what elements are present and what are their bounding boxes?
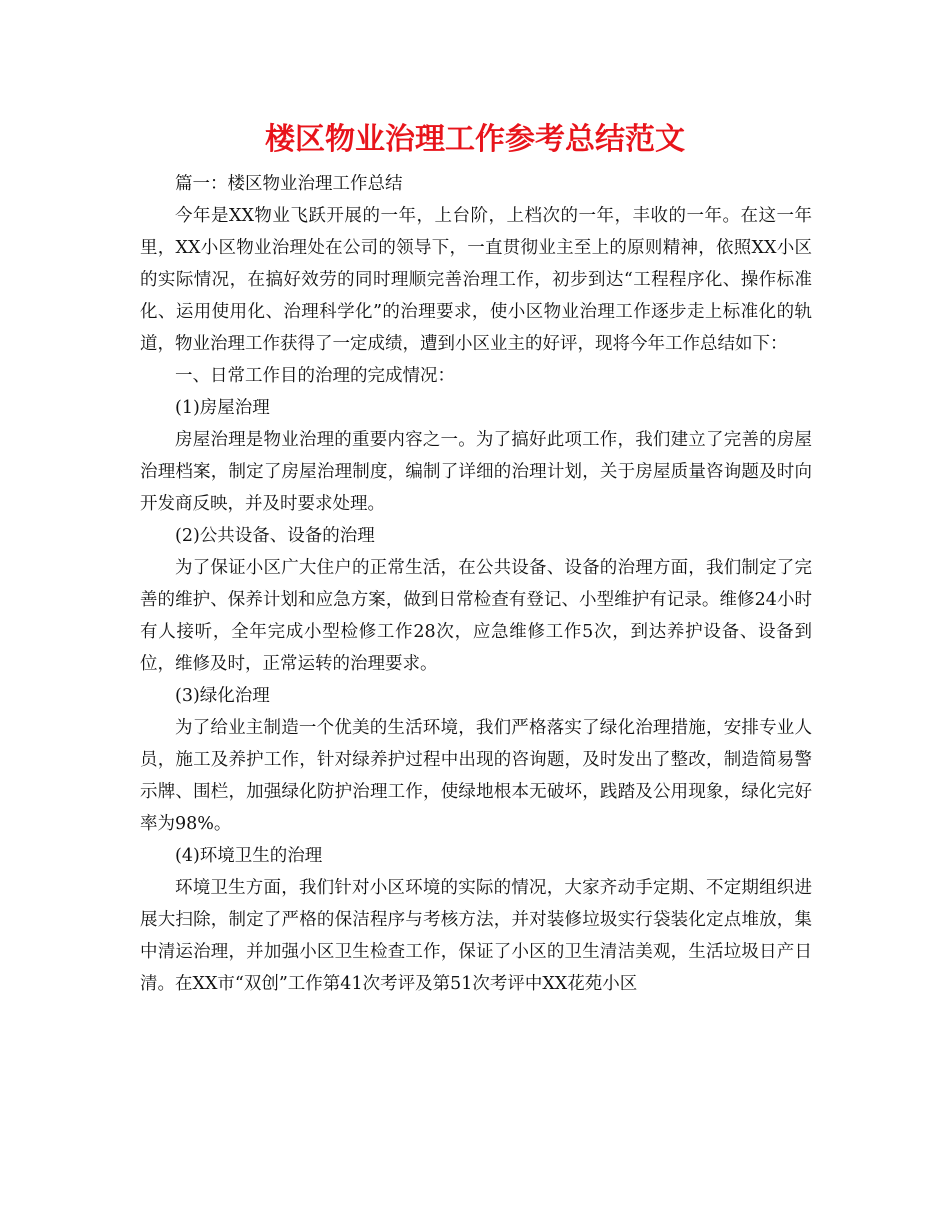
intro-paragraph: 今年是XX物业飞跃开展的一年，上台阶，上档次的一年，丰收的一年。在这一年里，XX小区物业治理处在公司的领导下，一直贯彻业主至上的原则精神，依照XX小区的实际情况，在搞好效劳的同时理顺完善治理工作，初步到达“工程程序化、操作标准化、运用使用化、治理科学化”的治理要求，使小区物业治理工作逐步走上标准化的轨道，物业治理工作获得了一定成绩，遭到小区业主的好评，现将今年工作总结如下： [140,206,812,354]
item3-heading: (3)绿化治理 [175,686,270,706]
item2-heading: (2)公共设备、设备的治理 [175,526,375,546]
section-title: 篇一：楼区物业治理工作总结 [175,174,403,194]
item3-paragraph: 为了给业主制造一个优美的生活环境，我们严格落实了绿化治理措施，安排专业人员，施工及养护工作，针对绿养护过程中出现的咨询题，及时发出了整改，制造简易警示牌、围栏，加强绿化防护治理工作，使绿地根本无破坏，践踏及公用现象，绿化完好率为98%。 [140,718,812,834]
item4-paragraph: 环境卫生方面，我们针对小区环境的实际的情况，大家齐动手定期、不定期组织进展大扫除，制定了严格的保洁程序与考核方法，并对装修垃圾实行袋装化定点堆放，集中清运治理，并加强小区卫生检查工作，保证了小区的卫生清洁美观，生活垃圾日产日清。在XX市“双创”工作第41次考评及第51次考评中XX花苑小区 [140,878,812,994]
item1-heading: (1)房屋治理 [175,398,270,418]
document-body [140,168,812,1000]
item2-paragraph: 为了保证小区广大住户的正常生活，在公共设备、设备的治理方面，我们制定了完善的维护、保养计划和应急方案，做到日常检查有登记、小型维护有记录。维修24小时有人接听，全年完成小型检修工作28次，应急维修工作5次，到达养护设备、设备到位，维修及时，正常运转的治理要求。 [140,558,812,674]
document-title: 楼区物业治理工作参考总结范文 [265,122,685,157]
item1-paragraph: 房屋治理是物业治理的重要内容之一。为了搞好此项工作，我们建立了完善的房屋治理档案，制定了房屋治理制度，编制了详细的治理计划，关于房屋质量咨询题及时向开发商反映，并及时要求处理。 [140,430,812,514]
part1-heading: 一、日常工作目的治理的完成情况： [175,366,455,386]
item4-heading: (4)环境卫生的治理 [175,846,323,866]
